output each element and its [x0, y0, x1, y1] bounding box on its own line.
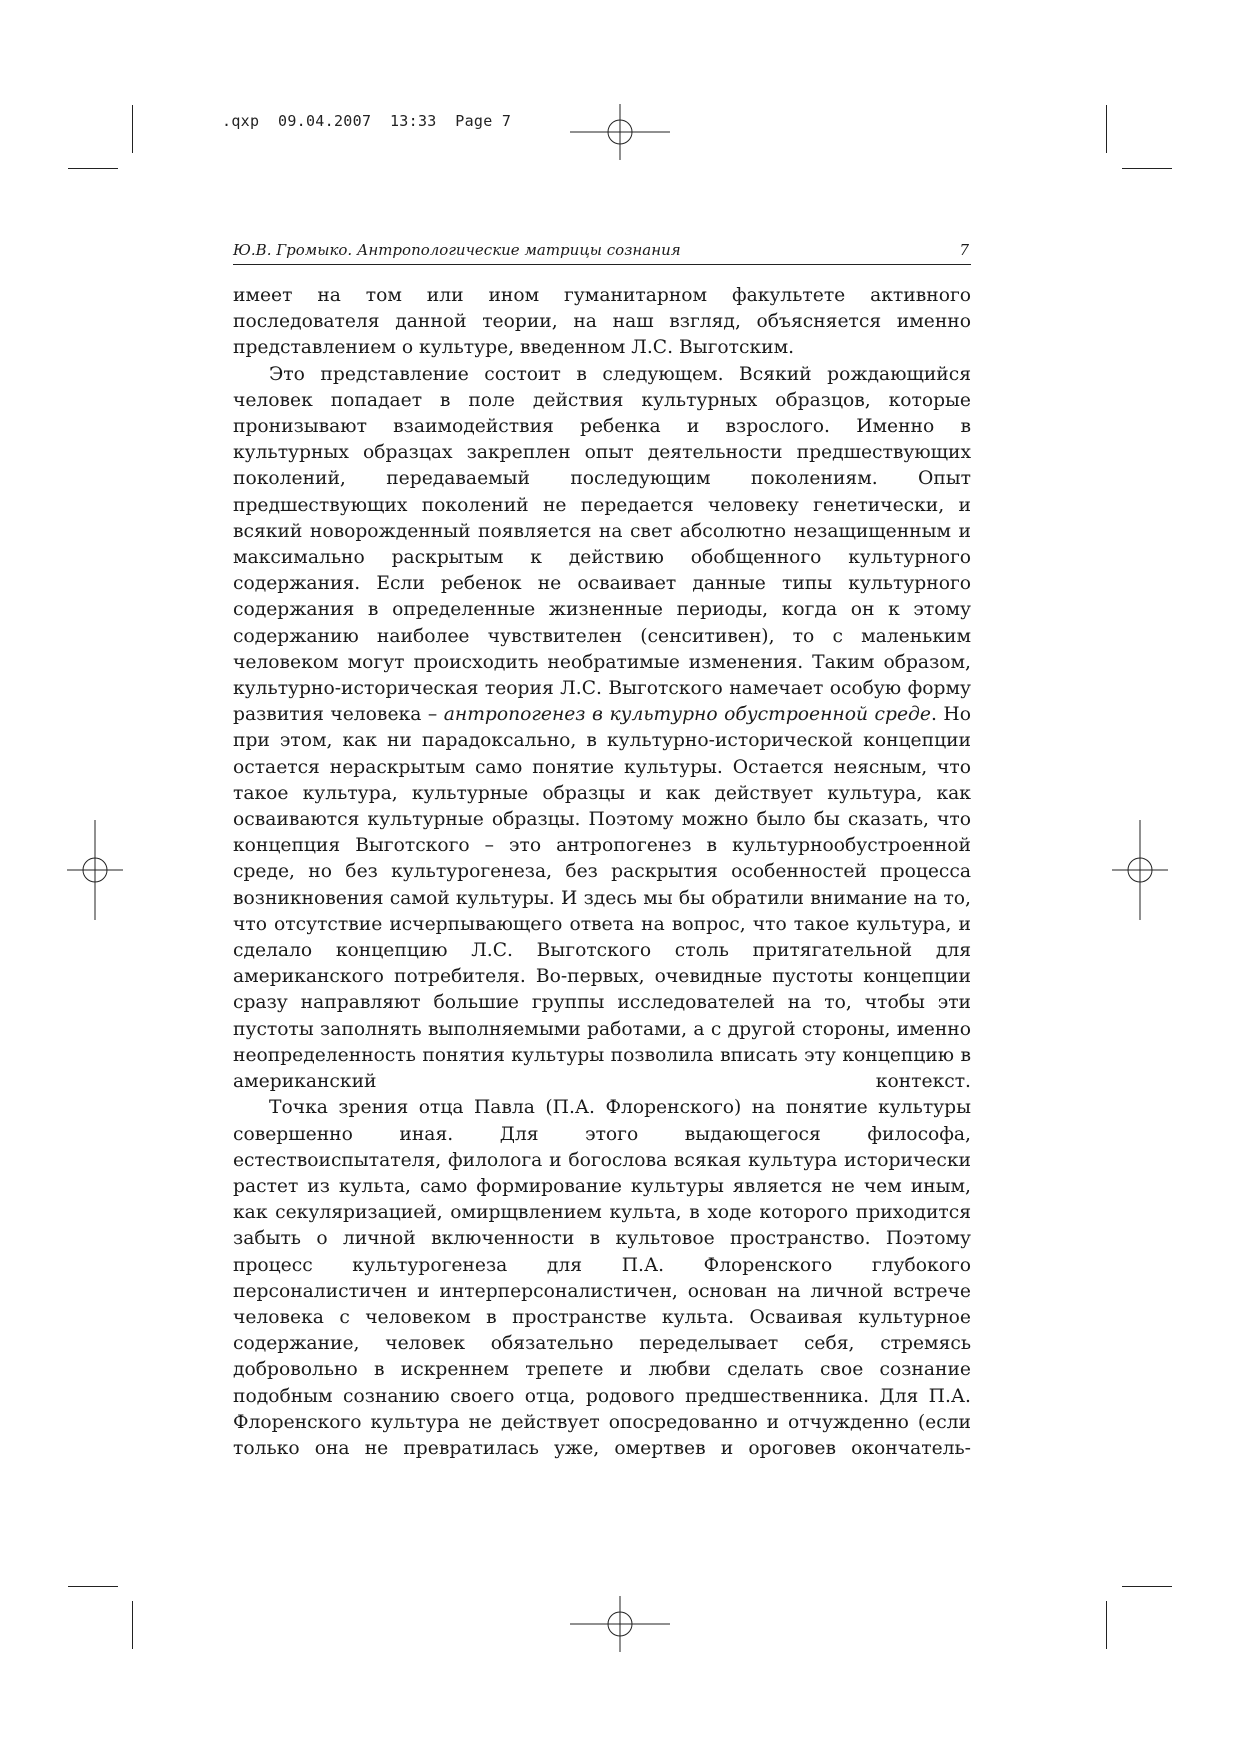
page-number: 7 — [959, 241, 969, 259]
crop-mark-top-left-horizontal — [68, 168, 118, 169]
running-header — [233, 240, 971, 265]
registration-mark-top-icon — [570, 102, 670, 162]
crop-mark-bottom-left-horizontal — [68, 1586, 118, 1587]
paragraph-3: Точка зрения отца Павла (П.А. Флоренского) на понятие культуры совершенно иная. Для этого выдающегося философа, естествоиспытателя, филолога и богослова всякая культура исторически растет из культа, само формирование культуры является не чем иным, как секуляризацией, омирщвлением культа, в ходе которого приходится забыть о личной включенности в культовое пространство. Поэтому процесс культурогенеза для П.А. Флоренского глубокого персоналистичен и интерперсоналистичен, основан на личной встрече человека с человеком в пространстве культа. Осваивая культурное содержание, человек обязательно переделывает себя, стремясь добровольно в искреннем трепете и любви сделать свое сознание подобным сознанию своего отца, родового предшественника. Для П.А. Флоренского культура не действует опосредованно и отчужденно (если только она не превратилась уже, омертвев и ороговев окончатель- — [233, 1097, 971, 1459]
crop-mark-bottom-left-vertical — [132, 1601, 133, 1649]
crop-mark-top-left-vertical — [132, 105, 133, 153]
crop-mark-top-right-horizontal — [1122, 168, 1172, 169]
registration-mark-left-icon — [65, 820, 125, 920]
crop-mark-top-right-vertical — [1106, 105, 1107, 153]
registration-mark-right-icon — [1110, 820, 1170, 920]
crop-mark-bottom-right-horizontal — [1122, 1586, 1172, 1587]
paragraph-2-italic-phrase: антропогенез в культурно обустроенной среде — [443, 704, 931, 726]
running-header-title: Ю.В. Громыко. Антропологические матрицы сознания — [233, 241, 681, 259]
crop-mark-bottom-right-vertical — [1106, 1601, 1107, 1649]
body-text — [233, 283, 971, 1462]
paragraph-2 — [233, 362, 971, 1096]
registration-mark-bottom-icon — [570, 1594, 670, 1654]
paragraph-1: имеет на том или ином гуманитарном факультете активного последователя данной теории, на наш взгляд, объясняется именно представлением о культуре, введенном Л.С. Выготским. — [233, 285, 971, 359]
paragraph-2-text-a: Это представление состоит в следующем. Всякий рождающийся человек попадает в поле действия культурных образцов, которые пронизывают взаимодействия ребенка и взрослого. Именно в культурных образцах закреплен опыт деятельности предшествующих поколений, передаваемый последующим поколениям. Опыт предшествующих поколений не передается человеку генетически, и всякий новорожденный появляется на свет абсолютно незащищенным и максимально раскрытым к действию обобщенного культурного содержания. Если ребенок не осваивает данные типы культурного содержания в определенные жизненные периоды, когда он к этому содержанию наиболее чувствителен (сенситивен), то с маленьким человеком могут происходить необратимые изменения. Таким образом, культурно-историческая теория Л.С. Выготского намечает особую форму развития человека – — [233, 363, 971, 726]
paragraph-2-text-b: . Но при этом, как ни парадоксально, в культурно-исторической концепции остается нераскрытым само понятие культуры. Остается неясным, что такое культура, культурные образцы и как действует культура, как осваиваются культурные образцы. Поэтому можно было бы сказать, что концепция Выготского – это антропогенез в культурнообустроенной среде, но без культурогенеза, без раскрытия особенностей процесса возникновения самой культуры. И здесь мы бы обратили внимание на то, что отсутствие исчерпывающего ответа на вопрос, что такое культура, и сделало концепцию Л.С. Выготского столь притягательной для американского потребителя. Во-первых, очевидные пустоты концепции сразу направляют большие группы исследователей на то, чтобы эти пустоты заполнять выполняемыми работами, а с другой стороны, именно неопределенность понятия культуры позволила вписать эту концепцию в американский контекст. — [233, 704, 971, 1093]
print-slug-line: .qxp 09.04.2007 13:33 Page 7 — [222, 112, 512, 130]
